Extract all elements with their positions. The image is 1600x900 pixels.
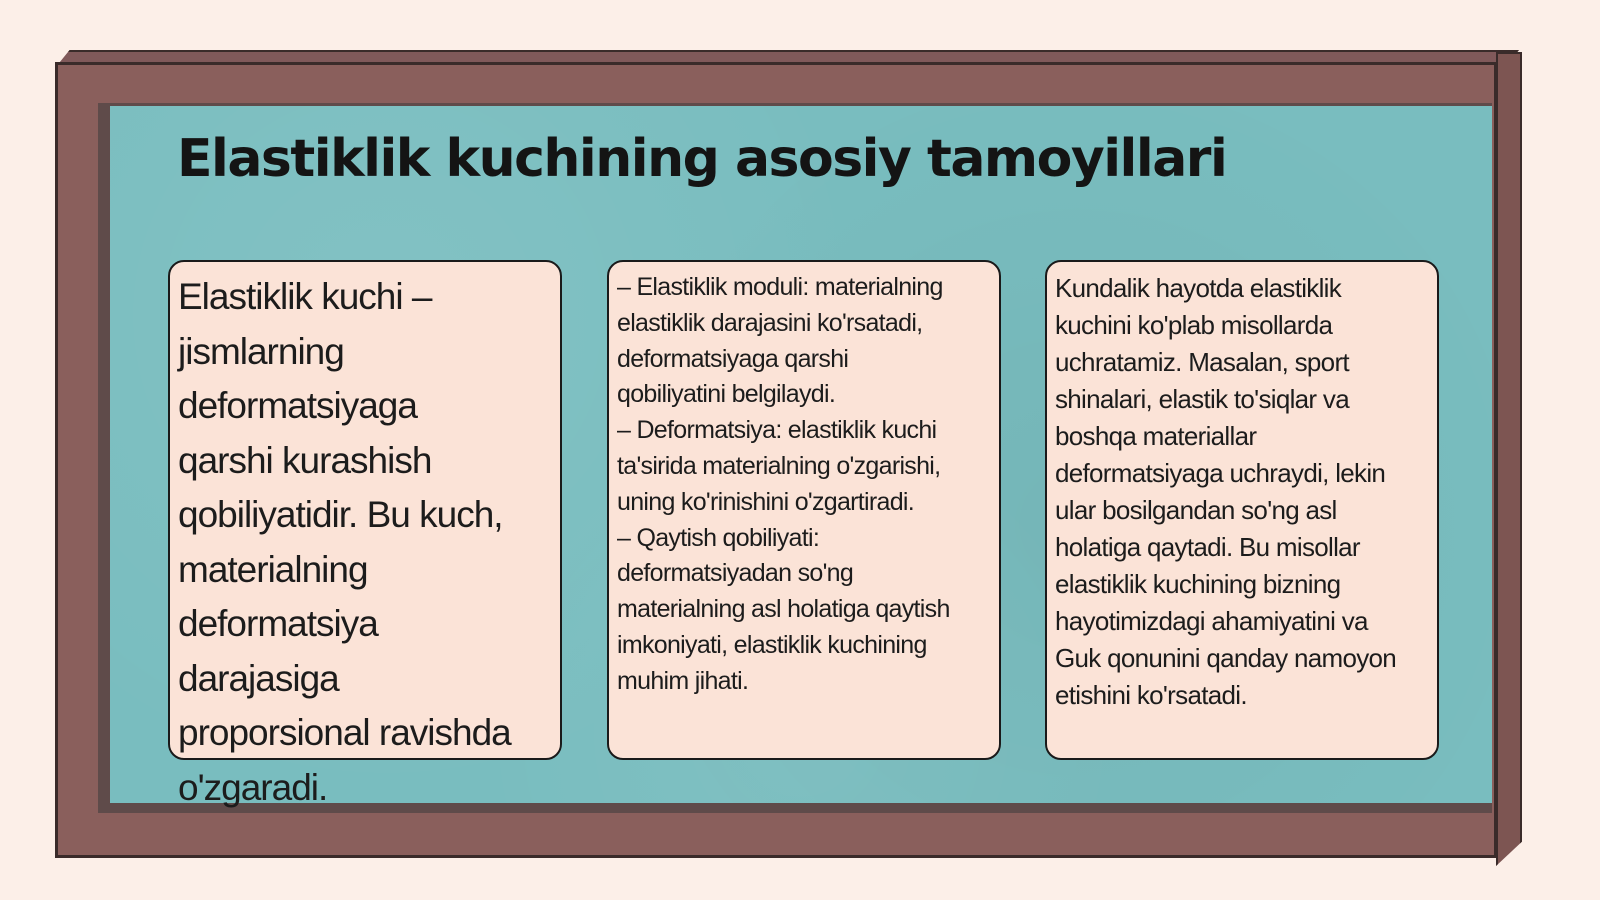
definition-text: Elastiklik kuchi – jismlarning deformatsiyaga qarshi kurashish qobiliyatidir. Bu kuch, materialning deformatsiya darajasiga proporsional ravishda o'zgaradi.: [178, 276, 511, 808]
principles-text: – Elastiklik moduli: materialning elastiklik darajasini ko'rsatadi, deformatsiyaga qarshi qobiliyatini belgilaydi. – Deformatsiya: elastiklik kuchi ta'sirida materialning o'zgarishi, uning ko'rinishini o'zgartiradi. – Qaytish qobiliyati: deformatsiyadan so'ng materialning asl holatiga qaytish imkoniyati, elastiklik kuchining muhim jihati.: [617, 273, 950, 695]
slide-title: Elastiklik kuchining asosiy tamoyillari: [177, 129, 1227, 189]
examples-text: Kundalik hayotda elastiklik kuchini ko'plab misollarda uchratamiz. Masalan, sport shinalari, elastik to'siqlar va boshqa materiallar deformatsiyaga uchraydi, lekin ular bosilgandan so'ng asl holatiga qaytadi. Bu misollar elastiklik kuchining bizning hayotimizdagi ahamiyatini va Guk qonunini qanday namoyon etishini ko'rsatadi.: [1055, 273, 1397, 710]
definition-card: [168, 260, 562, 808]
frame-side-edge: [1496, 52, 1522, 866]
examples-card: [1045, 260, 1439, 760]
principles-card: [607, 260, 1001, 760]
